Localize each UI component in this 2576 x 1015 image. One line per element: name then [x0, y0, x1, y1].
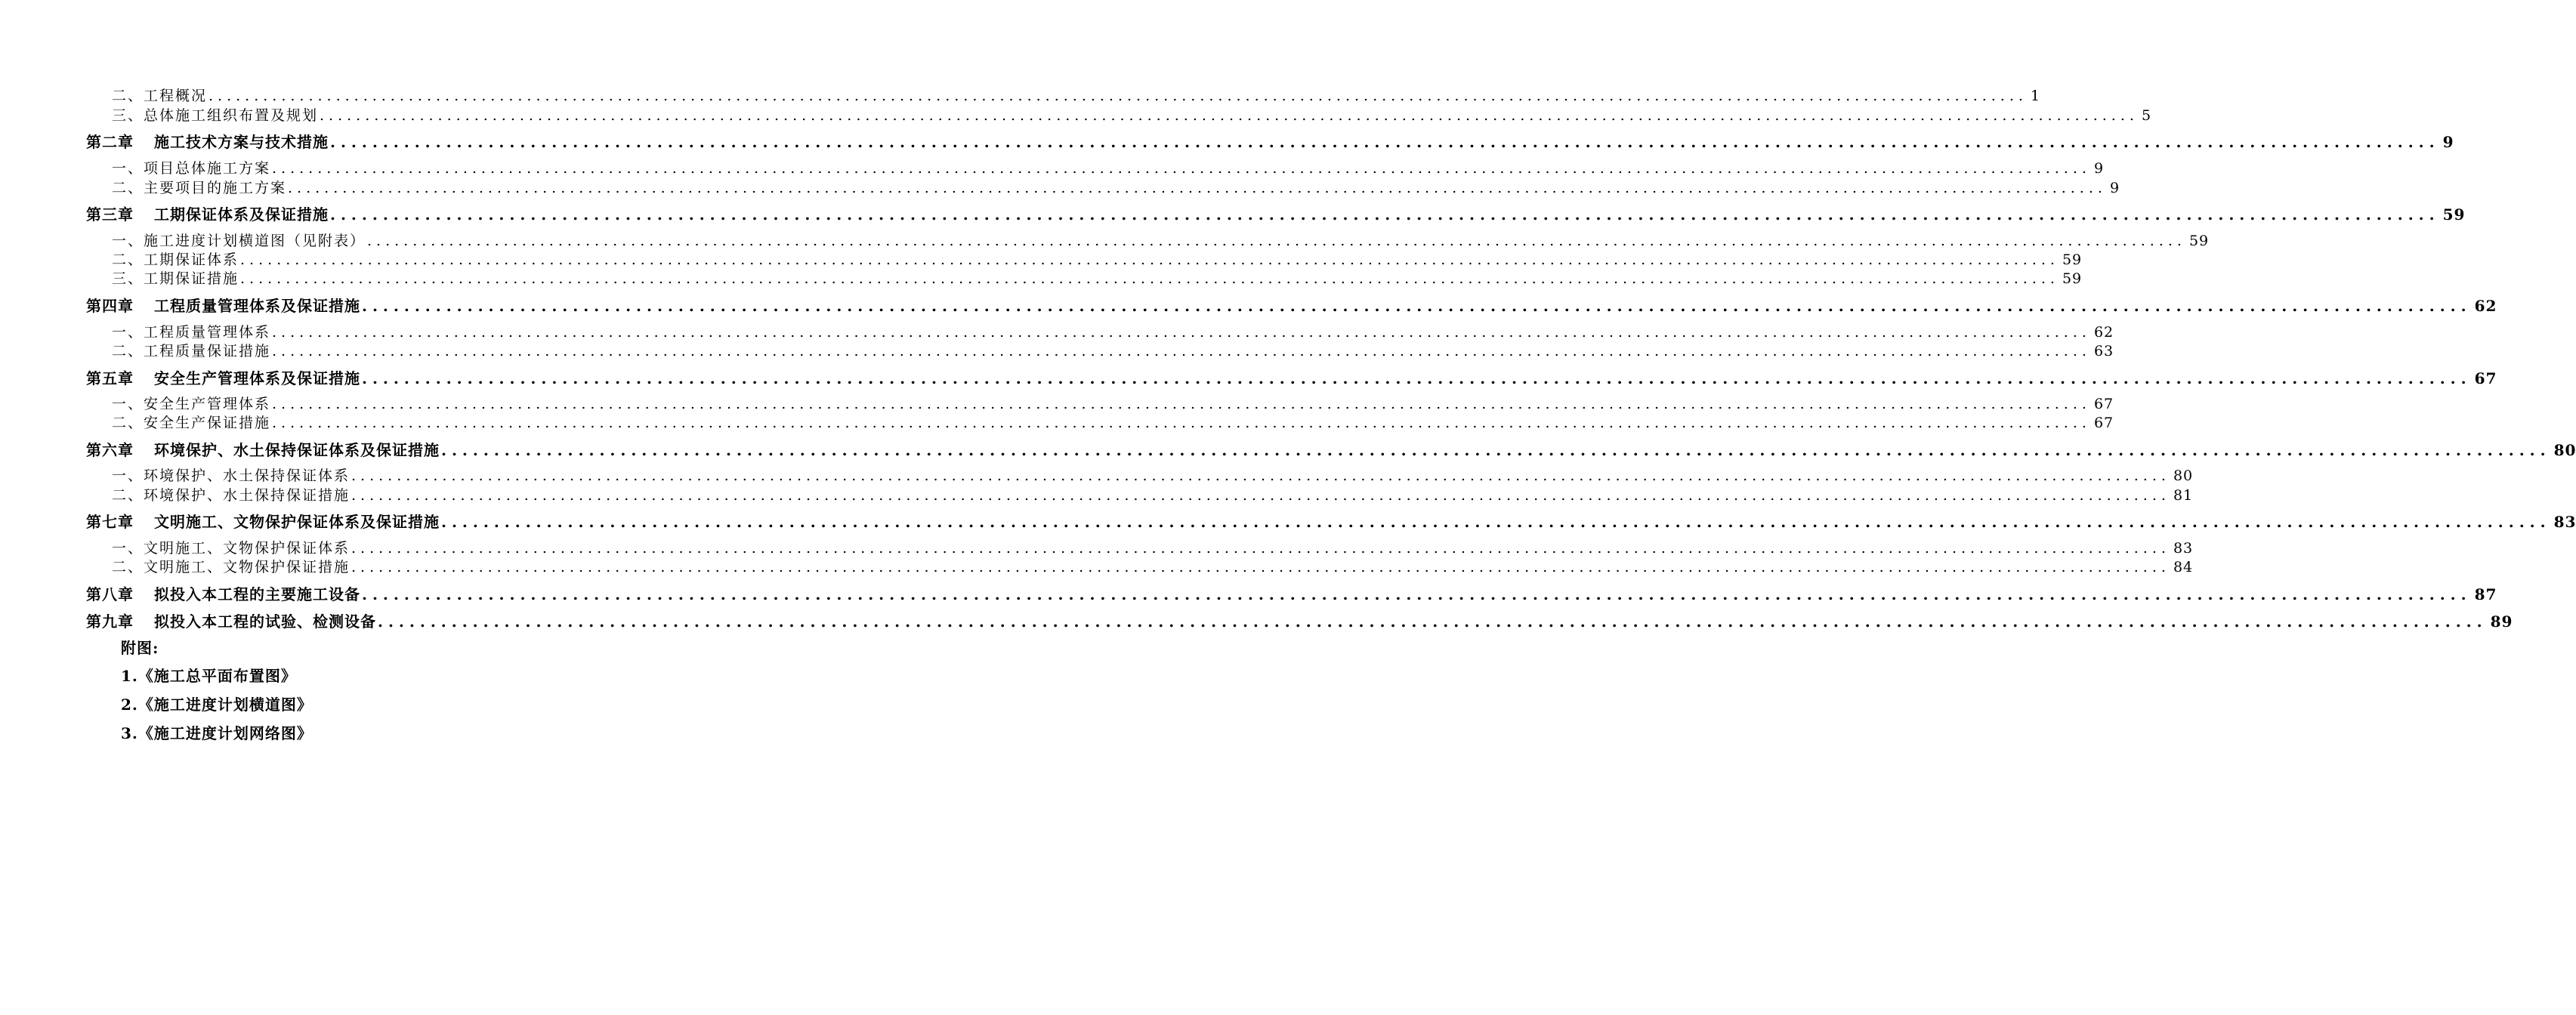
toc-leader-dots: ........................................................................................................................................................................................................	[351, 559, 2170, 575]
toc-chapter-page: 87	[2474, 585, 2497, 603]
toc-leader-dots: ........................................................................................................................................................................................................	[351, 540, 2170, 557]
toc-entry-page: 9	[2109, 180, 2120, 196]
toc-leader-dots: ........................................................................................................................................................................................................	[351, 467, 2170, 484]
toc-chapter-title	[86, 203, 329, 226]
toc-entry-title: 一、环境保护、水土保持保证体系	[112, 467, 351, 484]
toc-entry-page: 1	[2030, 88, 2041, 104]
toc-entry[interactable]	[112, 269, 2083, 288]
toc-entry[interactable]	[112, 159, 2105, 178]
toc-entry-title: 二、主要项目的施工方案	[112, 180, 287, 196]
toc-chapter-title	[86, 610, 376, 633]
toc-leader-dots: ........................................................................................................................................................................................................	[362, 369, 2472, 387]
toc-leader-dots: ........................................................................................................................................................................................................	[378, 612, 2488, 631]
toc-entry-title: 二、文明施工、文物保护保证措施	[112, 559, 351, 575]
toc-entry[interactable]	[112, 413, 2114, 433]
toc-chapter-page: 83	[2553, 513, 2576, 531]
toc-leader-dots: ........................................................................................................................................................................................................	[330, 133, 2440, 151]
toc-chapter-number: 第八章	[86, 585, 134, 603]
appendix-item[interactable]: 2.《施工进度计划横道图》	[121, 696, 313, 714]
toc-entry-title: 二、工程质量保证措施	[112, 343, 271, 359]
toc-entry[interactable]	[112, 341, 2114, 361]
toc-entry[interactable]	[112, 466, 2194, 486]
toc-leader-dots: ........................................................................................................................................................................................................	[208, 88, 2028, 104]
toc-entry-page: 83	[2173, 540, 2194, 557]
toc-chapter-number: 第四章	[86, 297, 134, 315]
toc-leader-dots: ........................................................................................................................................................................................................	[272, 415, 2091, 431]
toc-entry-title: 一、安全生产管理体系	[112, 396, 271, 412]
toc-chapter[interactable]	[86, 439, 2576, 461]
toc-chapter[interactable]	[86, 511, 2576, 533]
toc-entry-title: 一、项目总体施工方案	[112, 160, 271, 177]
toc-chapter-page: 89	[2490, 612, 2513, 631]
toc-entry-page: 5	[2141, 107, 2152, 124]
toc-leader-dots: ........................................................................................................................................................................................................	[362, 297, 2472, 315]
appendix-item[interactable]: 3.《施工进度计划网络图》	[121, 724, 313, 742]
toc-chapter[interactable]	[86, 583, 2497, 606]
toc-chapter-label: 环境保护、水土保持保证体系及保证措施	[154, 441, 440, 459]
toc-entry-page: 59	[2188, 233, 2210, 249]
toc-entry-title: 三、总体施工组织布置及规划	[112, 107, 319, 124]
toc-entry-title: 一、工程质量管理体系	[112, 324, 271, 341]
toc-entry-title: 二、环境保护、水土保持保证措施	[112, 487, 351, 504]
toc-leader-dots: ........................................................................................................................................................................................................	[272, 324, 2091, 341]
toc-entry-title: 二、工程概况	[112, 88, 208, 104]
toc-entry-page: 63	[2093, 343, 2114, 359]
toc-entry-title: 一、文明施工、文物保护保证体系	[112, 540, 351, 557]
toc-chapter-label: 工期保证体系及保证措施	[154, 205, 329, 224]
toc-entry[interactable]	[112, 486, 2194, 505]
toc-entry[interactable]	[112, 322, 2114, 342]
toc-chapter-title	[86, 367, 360, 390]
toc-leader-dots: ........................................................................................................................................................................................................	[330, 205, 2440, 224]
toc-entry-page: 67	[2093, 396, 2114, 412]
toc-chapter-page: 9	[2442, 133, 2454, 151]
toc-entry-page: 59	[2062, 270, 2083, 287]
toc-chapter-title	[86, 511, 440, 533]
toc-chapter-label: 安全生产管理体系及保证措施	[154, 369, 360, 387]
toc-leader-dots: ........................................................................................................................................................................................................	[240, 251, 2059, 268]
toc-chapter-number: 第三章	[86, 205, 134, 224]
toc-entry-title: 三、工期保证措施	[112, 270, 239, 287]
toc-entry-title: 二、安全生产保证措施	[112, 415, 271, 431]
toc-chapter-page: 62	[2474, 297, 2497, 315]
toc-leader-dots: ........................................................................................................................................................................................................	[367, 233, 2186, 249]
toc-entry-page: 9	[2093, 160, 2105, 177]
toc-leader-dots: ........................................................................................................................................................................................................	[441, 513, 2551, 531]
toc-chapter[interactable]	[86, 203, 2466, 226]
toc-entry[interactable]	[112, 394, 2114, 414]
toc-chapter-label: 工程质量管理体系及保证措施	[154, 297, 360, 315]
toc-chapter[interactable]	[86, 131, 2454, 153]
toc-chapter-title	[86, 583, 360, 606]
toc-leader-dots: ........................................................................................................................................................................................................	[288, 180, 2107, 196]
toc-chapter[interactable]	[86, 295, 2497, 317]
toc-chapter-label: 拟投入本工程的试验、检测设备	[154, 612, 376, 631]
toc-chapter-title	[86, 131, 329, 153]
toc-entry-page: 84	[2173, 559, 2194, 575]
toc-entry-page: 81	[2173, 487, 2194, 504]
toc-chapter[interactable]	[86, 367, 2497, 390]
toc-entry[interactable]	[112, 557, 2194, 577]
toc-chapter-page: 59	[2442, 205, 2466, 224]
toc-entry[interactable]	[112, 86, 2041, 106]
toc-chapter-number: 第七章	[86, 513, 134, 531]
toc-leader-dots: ........................................................................................................................................................................................................	[362, 585, 2472, 603]
toc-leader-dots: ........................................................................................................................................................................................................	[320, 107, 2139, 124]
toc-entry-title: 二、工期保证体系	[112, 251, 239, 268]
toc-entry[interactable]	[112, 106, 2152, 125]
toc-chapter-number: 第六章	[86, 441, 134, 459]
toc-chapter-label: 文明施工、文物保护保证体系及保证措施	[154, 513, 440, 531]
toc-chapter-title	[86, 439, 440, 461]
toc-entry[interactable]	[112, 250, 2083, 270]
toc-leader-dots: ........................................................................................................................................................................................................	[240, 270, 2059, 287]
toc-chapter-title	[86, 295, 360, 317]
toc-entry-page: 67	[2093, 415, 2114, 431]
toc-entry-page: 80	[2173, 467, 2194, 484]
toc-leader-dots: ........................................................................................................................................................................................................	[272, 396, 2091, 412]
toc-entry[interactable]	[112, 231, 2210, 251]
toc-chapter[interactable]	[86, 610, 2513, 633]
toc-chapter-number: 第二章	[86, 133, 134, 151]
toc-leader-dots: ........................................................................................................................................................................................................	[272, 343, 2091, 359]
toc-chapter-page: 67	[2474, 369, 2497, 387]
toc-chapter-page: 80	[2553, 441, 2576, 459]
toc-entry-page: 59	[2062, 251, 2083, 268]
toc-leader-dots: ........................................................................................................................................................................................................	[441, 441, 2551, 459]
toc-chapter-number: 第九章	[86, 612, 134, 631]
toc-chapter-number: 第五章	[86, 369, 134, 387]
toc-leader-dots: ........................................................................................................................................................................................................	[351, 487, 2170, 504]
toc-chapter-label: 拟投入本工程的主要施工设备	[154, 585, 360, 603]
toc-entry-page: 62	[2093, 324, 2114, 341]
toc-entry[interactable]	[112, 538, 2194, 558]
toc-leader-dots: ........................................................................................................................................................................................................	[272, 160, 2091, 177]
appendix-heading: 附图:	[121, 639, 159, 657]
appendix-item[interactable]: 1.《施工总平面布置图》	[121, 667, 297, 685]
toc-chapter-label: 施工技术方案与技术措施	[154, 133, 329, 151]
toc-entry-title: 一、施工进度计划横道图（见附表）	[112, 233, 366, 249]
toc-entry[interactable]	[112, 178, 2120, 198]
